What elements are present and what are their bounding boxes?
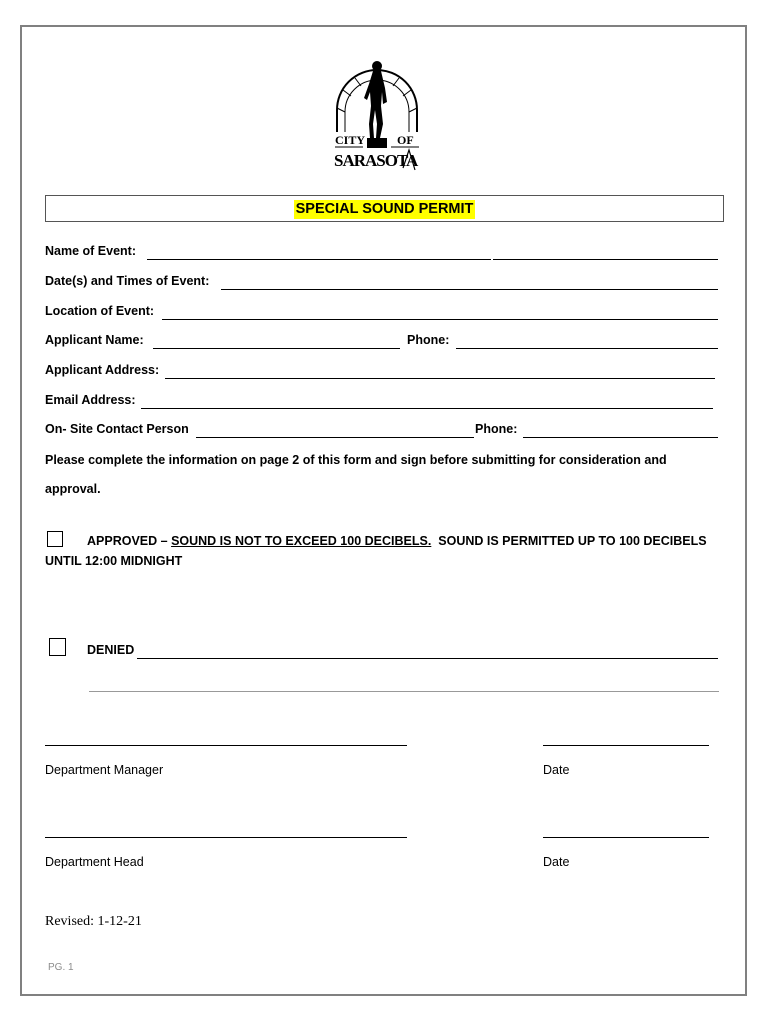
onsite-contact-field[interactable] [196,437,474,438]
head-label: Department Head [45,855,144,869]
approved-suffix: SOUND IS PERMITTED UP TO 100 DECIBELS [431,534,707,548]
head-signature-line[interactable] [45,837,407,838]
manager-date-label: Date [543,763,570,777]
applicant-address-field[interactable] [165,378,715,379]
applicant-name-field[interactable] [153,348,400,349]
event-dates-field[interactable] [221,289,718,290]
manager-label: Department Manager [45,763,164,777]
head-date-line[interactable] [543,837,709,838]
event-name-label: Name of Event: [45,244,136,258]
applicant-phone-label: Phone: [407,333,450,347]
title-box [45,195,724,222]
denied-reason-field[interactable] [137,658,718,659]
email-row [45,393,720,413]
event-name-row [45,244,720,264]
location-field[interactable] [162,319,718,320]
city-of-sarasota-logo [333,58,421,174]
svg-text:SARASOTA: SARASOTA [334,151,418,170]
onsite-contact-label: On- Site Contact Person [45,422,189,436]
onsite-phone-label: Phone: [475,422,518,436]
approved-text [87,534,707,548]
location-label: Location of Event: [45,304,155,318]
instruction-text: Please complete the information on page 2 of this form and sign before submitting for consideration and [45,453,667,467]
instruction-text-cont: approval. [45,482,101,496]
manager-signature-line[interactable] [45,745,407,746]
svg-text:OF: OF [397,133,414,147]
denied-checkbox[interactable] [49,638,66,656]
page-number: PG. 1 [48,962,74,973]
approved-text-line2: UNTIL 12:00 MIDNIGHT [45,554,183,568]
location-row [45,304,720,324]
form-title: SPECIAL SOUND PERMIT [295,201,474,217]
applicant-address-row [45,363,720,383]
event-name-field-cont[interactable] [493,259,718,260]
denied-reason-field-cont[interactable] [89,691,719,692]
head-date-label: Date [543,855,570,869]
approved-limit: SOUND IS NOT TO EXCEED 100 DECIBELS. [171,534,432,548]
applicant-address-label: Applicant Address: [45,363,160,377]
revised-date: Revised: 1-12-21 [45,914,142,929]
denied-label: DENIED [87,643,135,657]
onsite-phone-field[interactable] [523,437,718,438]
email-field[interactable] [141,408,713,409]
event-dates-label: Date(s) and Times of Event: [45,274,210,288]
svg-text:CITY: CITY [335,133,366,147]
applicant-name-label: Applicant Name: [45,333,144,347]
applicant-phone-field[interactable] [456,348,718,349]
applicant-name-row [45,333,720,353]
manager-date-line[interactable] [543,745,709,746]
email-label: Email Address: [45,393,136,407]
event-dates-row [45,274,720,294]
onsite-contact-row [45,422,720,442]
event-name-field[interactable] [147,259,491,260]
approved-prefix: APPROVED – [87,534,172,548]
approved-checkbox[interactable] [47,531,63,547]
